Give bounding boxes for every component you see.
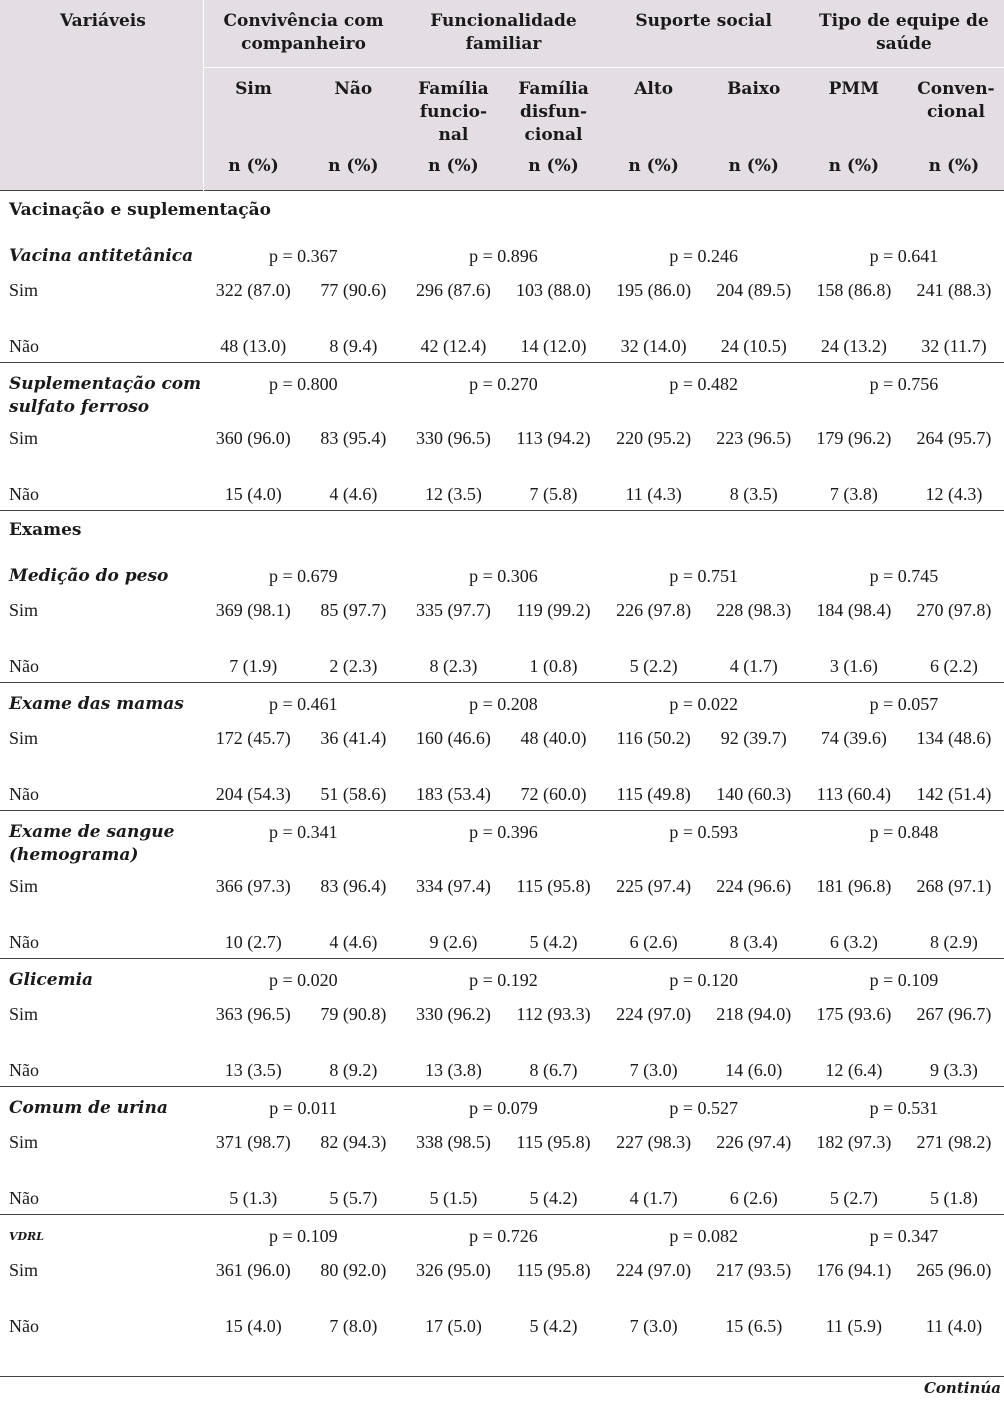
data-cell: 2 (2.3) <box>303 650 403 683</box>
p-value: p = 0.109 <box>268 1226 338 1246</box>
variable-row <box>0 959 1004 996</box>
data-cell: 92 (39.7) <box>720 728 787 748</box>
data-cell: 363 (96.5) <box>215 1004 291 1024</box>
table-body <box>0 191 1004 1343</box>
table-row <box>0 1123 1004 1182</box>
data-cell: 5 (1.5) <box>403 1182 503 1215</box>
data-cell: 112 (93.3) <box>516 1004 591 1024</box>
p-value: p = 0.593 <box>669 822 738 842</box>
data-cell: 175 (93.6) <box>816 1004 892 1024</box>
data-cell: 183 (53.4) <box>403 778 503 811</box>
table-row <box>0 1310 1004 1342</box>
continues-note: Continúa <box>923 1379 1001 1397</box>
data-cell: 5 (1.8) <box>904 1182 1004 1215</box>
data-cell: 224 (97.0) <box>616 1004 692 1024</box>
data-cell: 226 (97.4) <box>716 1132 792 1152</box>
group-header: Tipo de equipe de saúde <box>804 0 1004 68</box>
data-cell: 140 (60.3) <box>704 778 804 811</box>
row-label: Não <box>0 1182 203 1215</box>
data-cell: 338 (98.5) <box>415 1132 491 1152</box>
p-value: p = 0.726 <box>469 1226 538 1246</box>
table-row <box>0 419 1004 478</box>
data-cell: 225 (97.4) <box>616 876 692 896</box>
data-cell: 5 (2.2) <box>604 650 704 683</box>
p-value: p = 0.120 <box>669 970 738 990</box>
data-cell: 7 (1.9) <box>203 650 303 683</box>
data-cell: 10 (2.7) <box>203 926 303 959</box>
table-row <box>0 478 1004 511</box>
table-row <box>0 867 1004 926</box>
data-cell: 17 (5.0) <box>424 1316 482 1336</box>
table-row <box>0 591 1004 650</box>
p-value: p = 0.848 <box>869 822 939 842</box>
data-cell: 82 (94.3) <box>320 1132 387 1152</box>
data-cell: 48 (13.0) <box>203 330 303 363</box>
row-label: Não <box>0 650 203 683</box>
data-cell: 8 (9.4) <box>303 330 403 363</box>
data-cell: 204 (54.3) <box>203 778 303 811</box>
unit-header: n (%) <box>303 150 403 191</box>
data-cell: 224 (96.6) <box>716 876 792 896</box>
p-value: p = 0.341 <box>268 822 338 842</box>
data-cell: 223 (96.5) <box>716 428 792 448</box>
data-cell: 8 (2.9) <box>904 926 1004 959</box>
data-cell: 1 (0.8) <box>503 650 603 683</box>
row-label: Sim <box>9 1260 39 1280</box>
data-cell: 32 (14.0) <box>604 330 704 363</box>
subcolumn-header: Sim <box>203 68 303 151</box>
variable-row <box>0 363 1004 420</box>
data-cell: 36 (41.4) <box>320 728 387 748</box>
data-cell: 264 (95.7) <box>916 428 992 448</box>
data-cell: 11 (5.9) <box>825 1316 882 1336</box>
data-cell: 116 (50.2) <box>616 728 691 748</box>
data-cell: 8 (2.3) <box>403 650 503 683</box>
bottom-rule <box>0 1376 1004 1377</box>
p-value: p = 0.641 <box>869 246 939 266</box>
p-value: p = 0.109 <box>869 970 939 990</box>
p-value: p = 0.531 <box>869 1098 939 1118</box>
subcolumn-header: Família disfun-cional <box>503 68 603 151</box>
data-cell: 51 (58.6) <box>303 778 403 811</box>
data-cell: 195 (86.0) <box>616 280 692 300</box>
data-cell: 8 (6.7) <box>503 1054 603 1087</box>
data-cell: 14 (6.0) <box>704 1054 804 1087</box>
data-cell: 13 (3.5) <box>203 1054 303 1087</box>
data-cell: 85 (97.7) <box>320 600 387 620</box>
variable-name: Exame de sangue (hemograma) <box>9 822 175 865</box>
row-label: Não <box>0 478 203 511</box>
p-value: p = 0.347 <box>869 1226 939 1246</box>
table-row <box>0 650 1004 683</box>
unit-header: n (%) <box>804 150 904 191</box>
subcolumn-header: Conven-cional <box>904 68 1004 151</box>
table-row <box>0 995 1004 1054</box>
row-label: Sim <box>9 728 39 748</box>
p-value: p = 0.367 <box>268 246 338 266</box>
data-cell: 3 (1.6) <box>804 650 904 683</box>
data-cell: 12 (4.3) <box>904 478 1004 511</box>
variable-row <box>0 683 1004 720</box>
data-cell: 371 (98.7) <box>215 1132 291 1152</box>
data-cell: 334 (97.4) <box>415 876 491 896</box>
row-label: Sim <box>9 280 39 300</box>
unit-header: n (%) <box>904 150 1004 191</box>
data-cell: 9 (2.6) <box>403 926 503 959</box>
p-value: p = 0.396 <box>469 822 538 842</box>
data-cell: 360 (96.0) <box>215 428 291 448</box>
subcolumn-header: PMM <box>804 68 904 151</box>
unit-header: n (%) <box>403 150 503 191</box>
data-cell: 11 (4.0) <box>925 1316 983 1336</box>
variable-name: Comum de urina <box>9 1098 168 1118</box>
data-cell: 74 (39.6) <box>820 728 887 748</box>
group-header: Suporte social <box>604 0 804 68</box>
p-value: p = 0.208 <box>469 694 538 714</box>
data-cell: 330 (96.5) <box>415 428 491 448</box>
data-cell: 7 (5.8) <box>503 478 603 511</box>
data-cell: 5 (4.2) <box>503 926 603 959</box>
data-cell: 8 (3.5) <box>704 478 804 511</box>
data-cell: 48 (40.0) <box>520 728 587 748</box>
p-value: p = 0.057 <box>869 694 939 714</box>
data-cell: 12 (6.4) <box>804 1054 904 1087</box>
data-cell: 270 (97.8) <box>916 600 992 620</box>
data-cell: 103 (88.0) <box>516 280 592 300</box>
row-label: Sim <box>9 1132 39 1152</box>
row-label: Não <box>0 926 203 959</box>
data-cell: 366 (97.3) <box>215 876 291 896</box>
row-label: Sim <box>9 428 39 448</box>
row-label: Sim <box>9 600 39 620</box>
data-cell: 204 (89.5) <box>716 280 792 300</box>
p-value: p = 0.306 <box>469 566 538 586</box>
data-cell: 134 (48.6) <box>916 728 992 748</box>
variable-row <box>0 235 1004 271</box>
unit-header: n (%) <box>203 150 303 191</box>
data-cell: 115 (95.8) <box>516 1260 591 1280</box>
data-cell: 330 (96.2) <box>415 1004 491 1024</box>
row-label: Sim <box>9 876 39 896</box>
section-title: Vacinação e suplementação <box>0 191 1004 236</box>
data-cell: 5 (5.7) <box>303 1182 403 1215</box>
data-cell: 11 (4.3) <box>604 478 704 511</box>
variable-name: VDRL <box>9 1230 44 1243</box>
data-cell: 83 (95.4) <box>320 428 387 448</box>
data-cell: 265 (96.0) <box>916 1260 992 1280</box>
row-label: Não <box>9 1316 39 1336</box>
p-value: p = 0.270 <box>469 374 538 394</box>
unit-header: n (%) <box>704 150 804 191</box>
data-cell: 119 (99.2) <box>516 600 591 620</box>
p-value: p = 0.020 <box>268 970 338 990</box>
data-cell: 6 (2.2) <box>904 650 1004 683</box>
subcolumn-header: Não <box>303 68 403 151</box>
p-value: p = 0.079 <box>469 1098 538 1118</box>
data-cell: 72 (60.0) <box>503 778 603 811</box>
section-title: Exames <box>9 520 82 540</box>
data-cell: 15 (6.5) <box>725 1316 783 1336</box>
data-cell: 322 (87.0) <box>215 280 291 300</box>
data-cell: 8 (9.2) <box>303 1054 403 1087</box>
p-value: p = 0.745 <box>869 566 939 586</box>
data-cell: 181 (96.8) <box>816 876 892 896</box>
p-value: p = 0.800 <box>268 374 338 394</box>
row-label: Não <box>0 1054 203 1087</box>
variable-row <box>0 1215 1004 1252</box>
data-cell: 271 (98.2) <box>916 1132 992 1152</box>
data-cell: 7 (8.0) <box>329 1316 378 1336</box>
data-cell: 6 (2.6) <box>604 926 704 959</box>
variable-name: Suplementação com sulfato ferroso <box>9 374 202 417</box>
data-cell: 113 (60.4) <box>804 778 904 811</box>
data-cell: 361 (96.0) <box>215 1260 291 1280</box>
p-value: p = 0.022 <box>669 694 738 714</box>
data-cell: 6 (3.2) <box>804 926 904 959</box>
section-row <box>0 191 1004 236</box>
data-cell: 15 (4.0) <box>203 478 303 511</box>
data-cell: 32 (11.7) <box>904 330 1004 363</box>
data-cell: 224 (97.0) <box>616 1260 692 1280</box>
p-value: p = 0.011 <box>269 1098 338 1118</box>
data-cell: 13 (3.8) <box>403 1054 503 1087</box>
data-cell: 5 (2.7) <box>804 1182 904 1215</box>
table-row <box>0 271 1004 330</box>
group-header: Funcionalidade familiar <box>403 0 603 68</box>
data-cell: 228 (98.3) <box>716 600 792 620</box>
data-cell: 14 (12.0) <box>503 330 603 363</box>
data-cell: 115 (95.8) <box>516 1132 591 1152</box>
data-cell: 80 (92.0) <box>320 1260 387 1280</box>
data-cell: 296 (87.6) <box>415 280 491 300</box>
p-value: p = 0.246 <box>669 246 738 266</box>
variable-name: Medição do peso <box>9 566 169 586</box>
table-row <box>0 719 1004 778</box>
variable-row <box>0 811 1004 868</box>
p-value: p = 0.679 <box>268 566 338 586</box>
p-value: p = 0.896 <box>469 246 538 266</box>
variables-header: Variáveis <box>0 0 203 191</box>
data-cell: 179 (96.2) <box>816 428 892 448</box>
data-cell: 4 (4.6) <box>303 478 403 511</box>
p-value: p = 0.192 <box>469 970 538 990</box>
section-row <box>0 511 1004 556</box>
p-value: p = 0.482 <box>669 374 738 394</box>
data-cell: 335 (97.7) <box>415 600 491 620</box>
data-cell: 7 (3.0) <box>629 1316 678 1336</box>
subcolumn-header: Alto <box>604 68 704 151</box>
table-row <box>0 1054 1004 1087</box>
subcolumn-header: Baixo <box>704 68 804 151</box>
data-cell: 220 (95.2) <box>616 428 692 448</box>
data-cell: 4 (1.7) <box>604 1182 704 1215</box>
data-cell: 5 (4.2) <box>529 1316 578 1336</box>
table-row <box>0 330 1004 363</box>
variable-name: Vacina antitetânica <box>9 246 194 266</box>
row-label: Não <box>0 330 203 363</box>
data-cell: 182 (97.3) <box>816 1132 892 1152</box>
p-value: p = 0.082 <box>669 1226 738 1246</box>
unit-header: n (%) <box>604 150 704 191</box>
data-cell: 7 (3.8) <box>804 478 904 511</box>
data-cell: 9 (3.3) <box>904 1054 1004 1087</box>
data-cell: 8 (3.4) <box>704 926 804 959</box>
data-cell: 115 (49.8) <box>604 778 704 811</box>
data-cell: 217 (93.5) <box>716 1260 792 1280</box>
data-cell: 4 (1.7) <box>704 650 804 683</box>
variable-row <box>0 555 1004 591</box>
data-cell: 160 (46.6) <box>415 728 491 748</box>
data-cell: 79 (90.8) <box>320 1004 387 1024</box>
data-cell: 218 (94.0) <box>716 1004 792 1024</box>
data-cell: 113 (94.2) <box>516 428 591 448</box>
table-row <box>0 1251 1004 1310</box>
p-value: p = 0.527 <box>669 1098 738 1118</box>
group-header: Convivência com companheiro <box>203 0 403 68</box>
p-value: p = 0.756 <box>869 374 939 394</box>
p-value: p = 0.751 <box>669 566 738 586</box>
data-cell: 42 (12.4) <box>403 330 503 363</box>
data-cell: 172 (45.7) <box>215 728 291 748</box>
data-cell: 5 (1.3) <box>203 1182 303 1215</box>
data-cell: 184 (98.4) <box>816 600 892 620</box>
data-cell: 227 (98.3) <box>616 1132 692 1152</box>
data-cell: 115 (95.8) <box>516 876 591 896</box>
table-header <box>0 0 1004 191</box>
data-cell: 7 (3.0) <box>604 1054 704 1087</box>
row-label: Não <box>0 778 203 811</box>
row-label: Sim <box>9 1004 39 1024</box>
data-cell: 5 (4.2) <box>503 1182 603 1215</box>
subcolumn-header: Família funcio-nal <box>403 68 503 151</box>
data-cell: 24 (10.5) <box>704 330 804 363</box>
data-cell: 326 (95.0) <box>415 1260 491 1280</box>
table-row <box>0 926 1004 959</box>
data-cell: 369 (98.1) <box>215 600 291 620</box>
data-cell: 142 (51.4) <box>904 778 1004 811</box>
data-cell: 6 (2.6) <box>704 1182 804 1215</box>
data-cell: 158 (86.8) <box>816 280 892 300</box>
table-row <box>0 778 1004 811</box>
unit-header: n (%) <box>503 150 603 191</box>
data-cell: 176 (94.1) <box>816 1260 892 1280</box>
data-cell: 226 (97.8) <box>616 600 692 620</box>
data-cell: 4 (4.6) <box>303 926 403 959</box>
data-cell: 12 (3.5) <box>403 478 503 511</box>
variable-row <box>0 1087 1004 1124</box>
p-value: p = 0.461 <box>268 694 338 714</box>
data-cell: 83 (96.4) <box>320 876 387 896</box>
data-cell: 268 (97.1) <box>916 876 992 896</box>
data-cell: 77 (90.6) <box>320 280 387 300</box>
data-cell: 267 (96.7) <box>916 1004 992 1024</box>
data-cell: 15 (4.0) <box>224 1316 282 1336</box>
variable-name: Exame das mamas <box>9 694 184 714</box>
data-cell: 24 (13.2) <box>804 330 904 363</box>
variable-name: Glicemia <box>9 970 94 990</box>
data-cell: 241 (88.3) <box>916 280 992 300</box>
table-row <box>0 1182 1004 1215</box>
